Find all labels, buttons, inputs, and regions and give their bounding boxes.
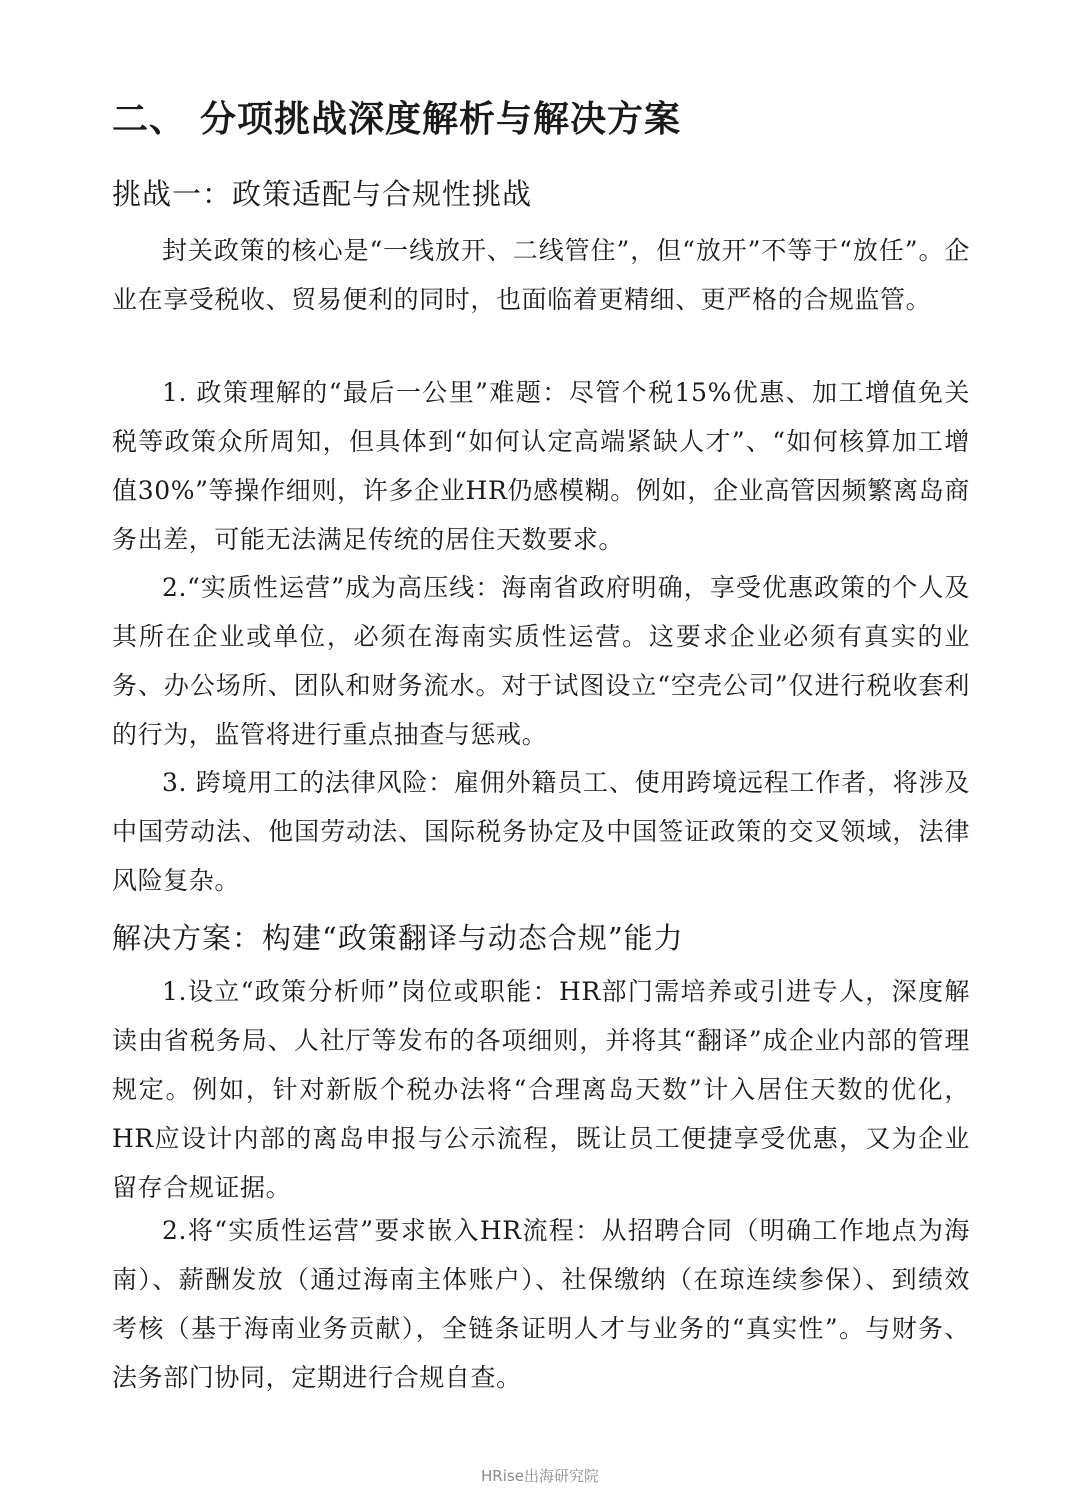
section-title: 分项挑战深度解析与解决方案 — [200, 99, 682, 140]
challenge-heading: 挑战一：政策适配与合规性挑战 — [112, 177, 533, 211]
solution-point-1: 1.设立“政策分析师”岗位或职能：HR部门需培养或引进专人，深度解读由省税务局、人社厅等发布的各项细则，并将其“翻译”成企业内部的管理规定。例如，针对新版个税办法将“合理离岛天数”计入居住天数的优化，HR应设计内部的离岛申报与公示流程，既让员工便捷享受优惠，又为企业留存合规证据。 — [112, 977, 970, 1202]
challenge-point-1: 1. 政策理解的“最后一公里”难题：尽管个税15%优惠、加工增值免关税等政策众所周知，但具体到“如何认定高端紧缺人才”、“如何核算加工增值30%”等操作细则，许多企业HR仍感模糊。例如，企业高管因频繁离岛商务出差，可能无法满足传统的居住天数要求。 — [112, 378, 970, 554]
challenge-point-3: 3. 跨境用工的法律风险：雇佣外籍员工、使用跨境远程工作者，将涉及中国劳动法、他国劳动法、国际税务协定及中国签证政策的交叉领域，法律风险复杂。 — [112, 768, 970, 895]
challenge-intro-paragraph: 封关政策的核心是“一线放开、二线管住”，但“放开”不等于“放任”。企业在享受税收、贸易便利的同时，也面临着更精细、更严格的合规监管。 — [112, 236, 970, 314]
section-heading — [112, 95, 681, 145]
section-number: 二、 — [112, 99, 187, 140]
footer-watermark: HRise出海研究院 — [481, 1467, 599, 1485]
challenge-point-2: 2.“实质性运营”成为高压线：海南省政府明确，享受优惠政策的个人及其所在企业或单位，必须在海南实质性运营。这要求企业必须有真实的业务、办公场所、团队和财务流水。对于试图设立“空壳公司”仅进行税收套利的行为，监管将进行重点抽查与惩戒。 — [112, 573, 970, 749]
solution-point-2: 2.将“实质性运营”要求嵌入HR流程：从招聘合同（明确工作地点为海南）、薪酬发放（通过海南主体账户）、社保缴纳（在琼连续参保）、到绩效考核（基于海南业务贡献），全链条证明人才与业务的“真实性”。与财务、法务部门协同，定期进行合规自查。 — [112, 1216, 970, 1392]
solution-heading: 解决方案：构建“政策翻译与动态合规”能力 — [112, 921, 684, 955]
